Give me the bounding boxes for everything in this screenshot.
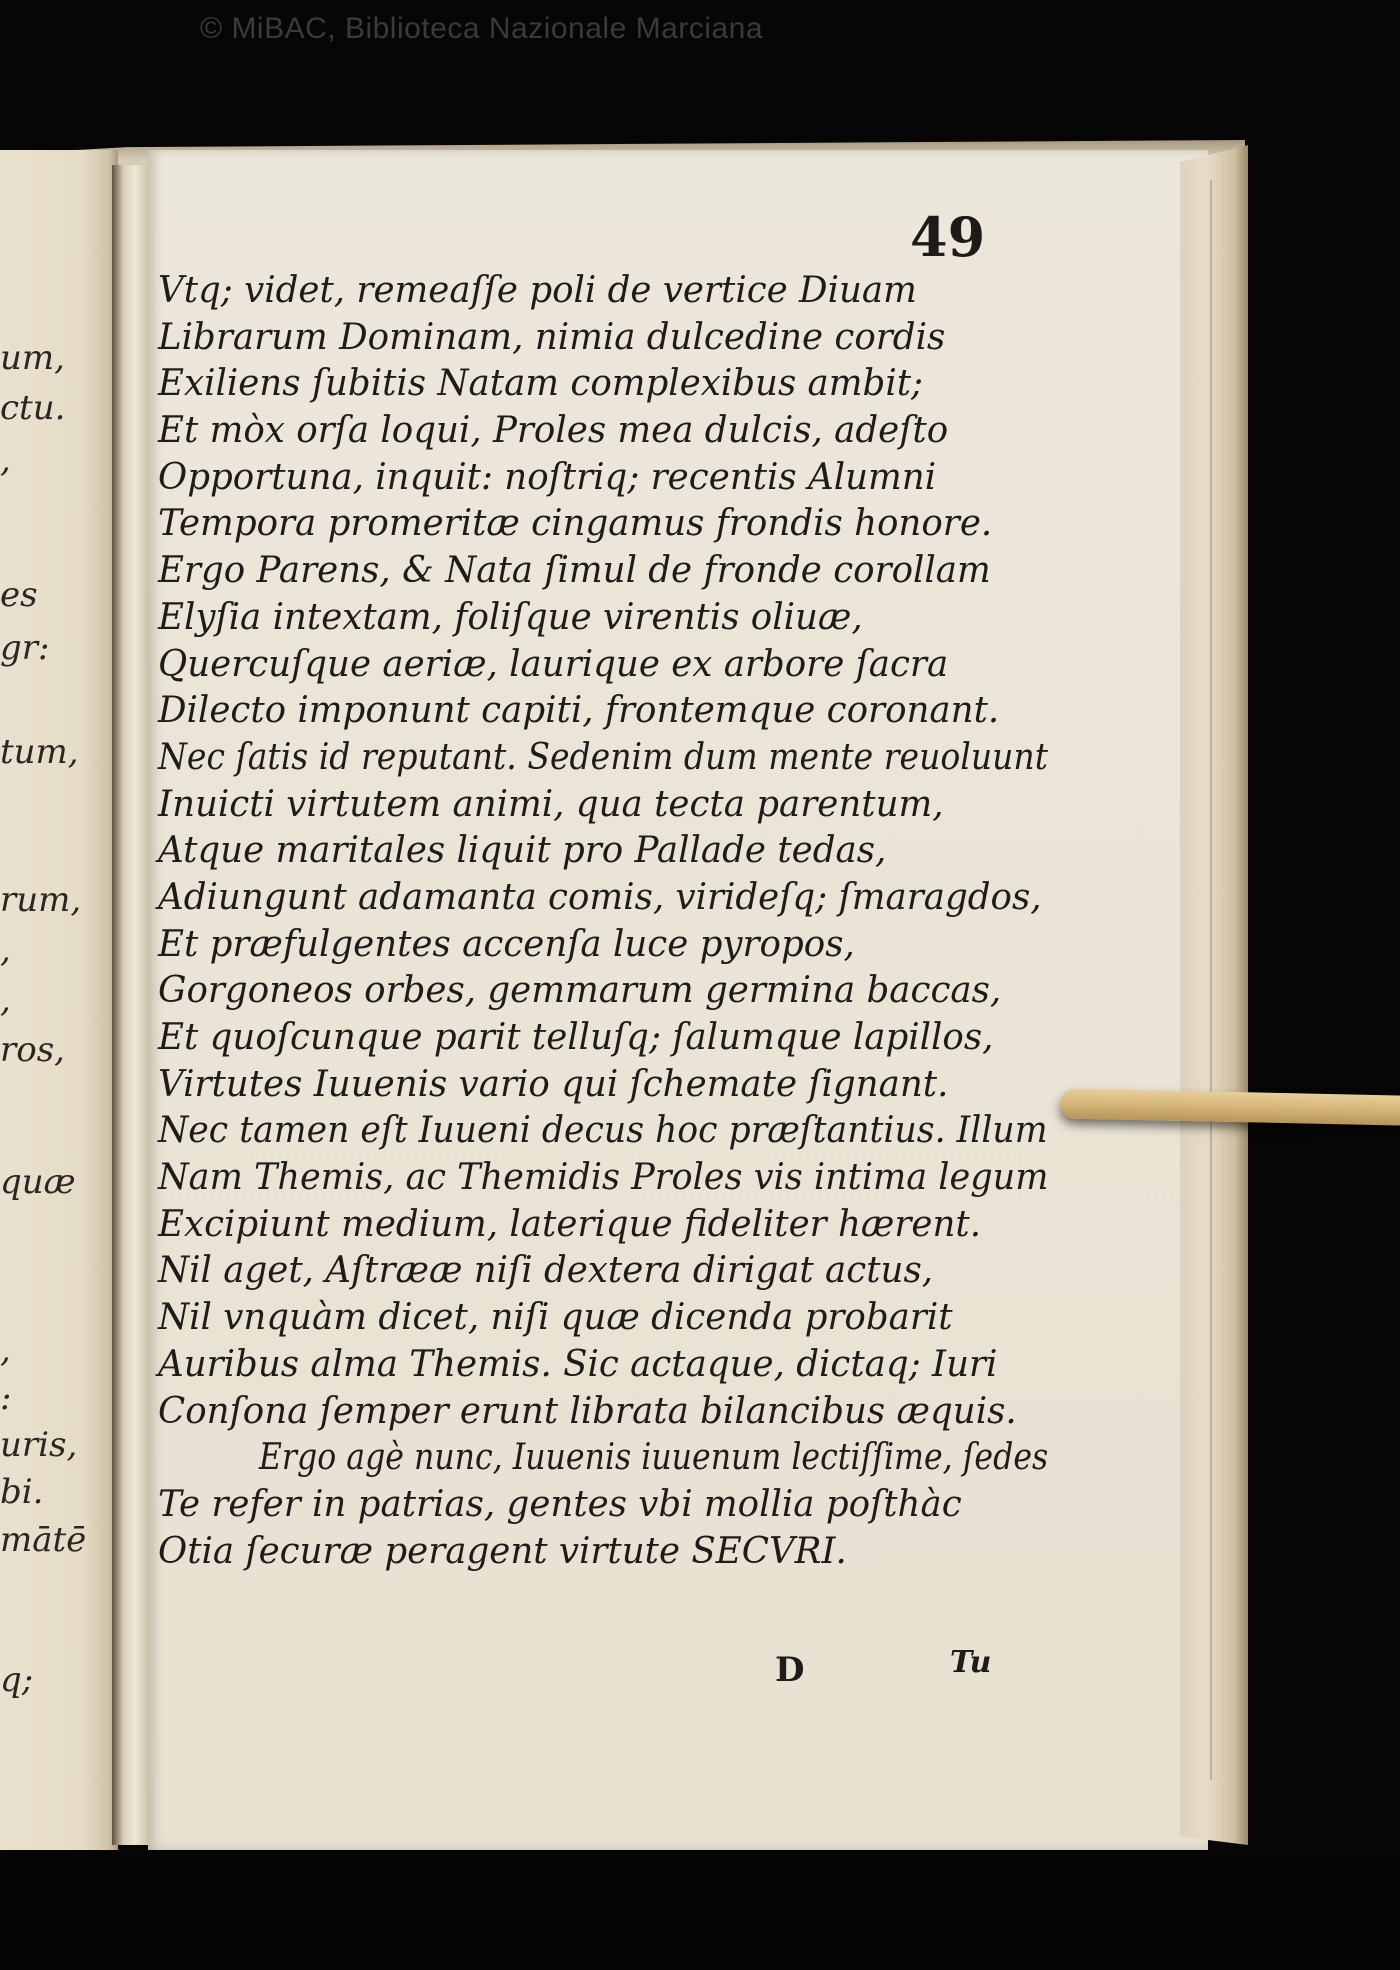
verse-line: Et præfulgentes accenſa luce pyropos, [158, 923, 855, 965]
verse-line: Nil aget, Aſtrææ niſi dextera dirigat actus, [158, 1250, 934, 1292]
left-page-fragment: rum, [0, 880, 82, 920]
verse-line: Conſona ſemper erunt librata bilancibus æquis. [158, 1390, 1017, 1432]
verse-line: Nec ſatis id reputant. Sedenim dum mente reuoluunt [158, 736, 1048, 778]
signature-mark: D [775, 1650, 805, 1690]
verse-line: Gorgoneos orbes, gemmarum germina baccas, [158, 970, 1002, 1012]
book-gutter [112, 165, 150, 1845]
watermark: © MiBAC, Biblioteca Nazionale Marciana [200, 12, 763, 45]
verse-line: Inuicti virtutem animi, qua tecta parentum, [158, 783, 944, 825]
verse-line: Adiungunt adamanta comis, virideſq; ſmaragdos, [158, 876, 1042, 918]
left-page-fragment: uris, [0, 1425, 78, 1465]
left-page-fragment: q; [0, 1660, 34, 1700]
verse-line: Ergo Parens, & Nata ſimul de fronde corollam [158, 550, 991, 592]
verse-line: Nil vnquàm dicet, niſi quæ dicenda probarit [158, 1297, 953, 1339]
verse-line: Nam Themis, ac Themidis Proles vis intima legum [158, 1157, 1049, 1199]
verse-line: Librarum Dominam, nimia dulcedine cordis [158, 316, 946, 358]
page-number: 49 [910, 205, 986, 269]
page-edge-lines [1210, 180, 1218, 1780]
catchword: Tu [950, 1645, 992, 1680]
verse-line: Auribus alma Themis. Sic actaque, dictaq; Iuri [158, 1343, 998, 1385]
left-page-fragment: , [0, 980, 11, 1020]
background-bottom [0, 1850, 1400, 1970]
left-page-fragment: tum, [0, 732, 79, 772]
left-page-fragment: bi. [0, 1472, 44, 1512]
left-page-fragment: gr: [0, 628, 50, 668]
verse-line: Dilecto imponunt capiti, frontemque coronant. [158, 690, 1000, 732]
left-page-fragment: : [0, 1378, 12, 1418]
left-page-fragment: , [0, 440, 11, 480]
left-page-fragment: quæ [0, 1162, 76, 1202]
verse-line: Te refer in patrias, gentes vbi mollia poſthàc [158, 1483, 962, 1525]
verse-line: Virtutes Iuuenis vario qui ſchemate ſignant. [158, 1063, 949, 1105]
verse-line: Nec tamen eſt Iuueni decus hoc præſtantius. Illum [158, 1110, 1048, 1152]
verse-line: Opportuna, inquit: noſtriq; recentis Alumni [158, 456, 937, 498]
previous-page [0, 150, 118, 1850]
verse-line: Et mòx orſa loqui, Proles mea dulcis, adeſto [158, 410, 949, 452]
left-page-fragment: mātē [0, 1520, 87, 1560]
verse-line: Otia ſecuræ peragent virtute SECVRI. [158, 1530, 847, 1572]
left-page-fragment: , [0, 930, 11, 970]
verse-text-block [158, 268, 1058, 1575]
verse-line: Ergo agè nunc, Iuuenis iuuenum lectiſſime, ſedes [258, 1437, 1049, 1479]
left-page-fragment: ctu. [0, 388, 66, 428]
left-page-fragment: ros, [0, 1030, 65, 1070]
left-page-fragment: um, [0, 338, 65, 378]
left-page-fragment: , [0, 1330, 11, 1370]
verse-line: Atque maritales liquit pro Pallade tedas, [158, 830, 887, 872]
verse-line: Excipiunt medium, laterique fideliter hærent. [158, 1203, 982, 1245]
verse-line: Tempora promeritæ cingamus frondis honore. [158, 503, 993, 545]
left-page-fragment: es [0, 575, 38, 615]
verse-line: Et quoſcunque parit telluſq; ſalumque lapillos, [158, 1017, 994, 1058]
verse-line: Quercuſque aeriæ, laurique ex arbore ſacra [158, 643, 949, 685]
verse-line: Exiliens ſubitis Natam complexibus ambit; [158, 363, 924, 405]
verse-line: Elyſia intextam, foliſque virentis oliuæ, [158, 596, 863, 638]
verse-line: Vtq; videt, remeaſſe poli de vertice Diuam [158, 270, 917, 311]
